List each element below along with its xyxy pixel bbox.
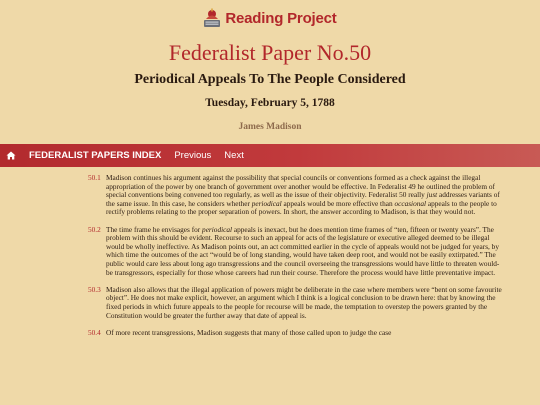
emphasized-text: periodical [202, 224, 233, 234]
text-segment: appeals to the people to rectify problems relating to the proper separation of powers. In short, the answer according to Madison, is that they would not. [106, 198, 497, 217]
text-segment: Of more recent transgressions, Madison suggests that many of those called upon to judge the case [106, 327, 392, 337]
paragraph-text [106, 286, 506, 320]
paragraph [88, 286, 506, 320]
paragraph-text [106, 329, 506, 338]
site-logo[interactable] [0, 8, 540, 28]
paragraph [88, 226, 506, 278]
article-body [88, 174, 506, 346]
text-segment: appeals is inexact, but he does mention time frames of “ten, fifteen or twenty years”. The problem with this should be evident. Recourse to such an appeal for acts of the legislature or executive alleged deemed to be illegal would be wholly ineffective. As Madison points out, an act committed earlier in the cycle of appeals would not be judged for years, by which time the outcomes of the act “would be of long standing, would have taken deep root, and would not be easily extirpated.” The public would care less about long ago transgressions and the council overseeing the transgressions would have little to threaten would-be transgressors, especially for those whose careers had run their course. Therefore the process would have little preventative impact. [106, 224, 500, 277]
paragraph-number: 50.3 [88, 284, 101, 294]
nav-next-link[interactable]: Next [224, 150, 244, 161]
publication-date: Tuesday, February 5, 1788 [205, 97, 335, 109]
text-segment: addresses variants of the same issue. In this case, he considers whether [106, 190, 500, 208]
page-title: Federalist Paper No.50 [168, 40, 372, 65]
nav-federalist-index-link[interactable]: FEDERALIST PAPERS INDEX [29, 150, 162, 161]
nav-bar [0, 144, 540, 167]
nav-previous-link[interactable]: Previous [174, 150, 212, 161]
home-icon [6, 151, 16, 160]
paragraph [88, 174, 506, 217]
text-segment: appeals would be more effective than [281, 198, 395, 208]
home-button[interactable] [3, 151, 19, 160]
text-segment: Madison also allows that the illegal application of powers might be deliberate in the case where members were “bent on some favourite object”. He does not make explicit, however, an argument which I think is a logical conclusion to be drawn here: that by knowing the fixed periods in which future appeals to the people for recourse will be made, the temptation to overstep the powers granted by the Constitution would be greater the further away that date of appeal is. [106, 284, 502, 320]
emphasized-text: occasional [394, 198, 427, 208]
paragraph-number: 50.4 [88, 327, 101, 337]
brand-name: Reading Project [225, 9, 337, 27]
reading-book-icon [203, 8, 221, 28]
paragraph-number: 50.2 [88, 224, 101, 234]
text-segment: The time frame he envisages for [106, 224, 203, 234]
emphasized-text: periodical [251, 198, 282, 208]
paragraph-text [106, 174, 506, 217]
paragraph-number: 50.1 [88, 173, 101, 182]
paragraph-text [106, 226, 506, 278]
page-subtitle: Periodical Appeals To The People Considered [134, 72, 406, 87]
emphasized-text: just [426, 190, 438, 200]
paragraph [88, 329, 506, 338]
author-name: James Madison [238, 122, 302, 132]
text-segment: Madison continues his argument against the possibility that special councils or conventions formed as a check against the illegal appropriation of the power by one branch of government over another would be effective. In Federalist 49 he outlined the problem of special conventions being convened too regularly, as well as the issue of their objectivity. Federalist 50 really [106, 173, 495, 200]
